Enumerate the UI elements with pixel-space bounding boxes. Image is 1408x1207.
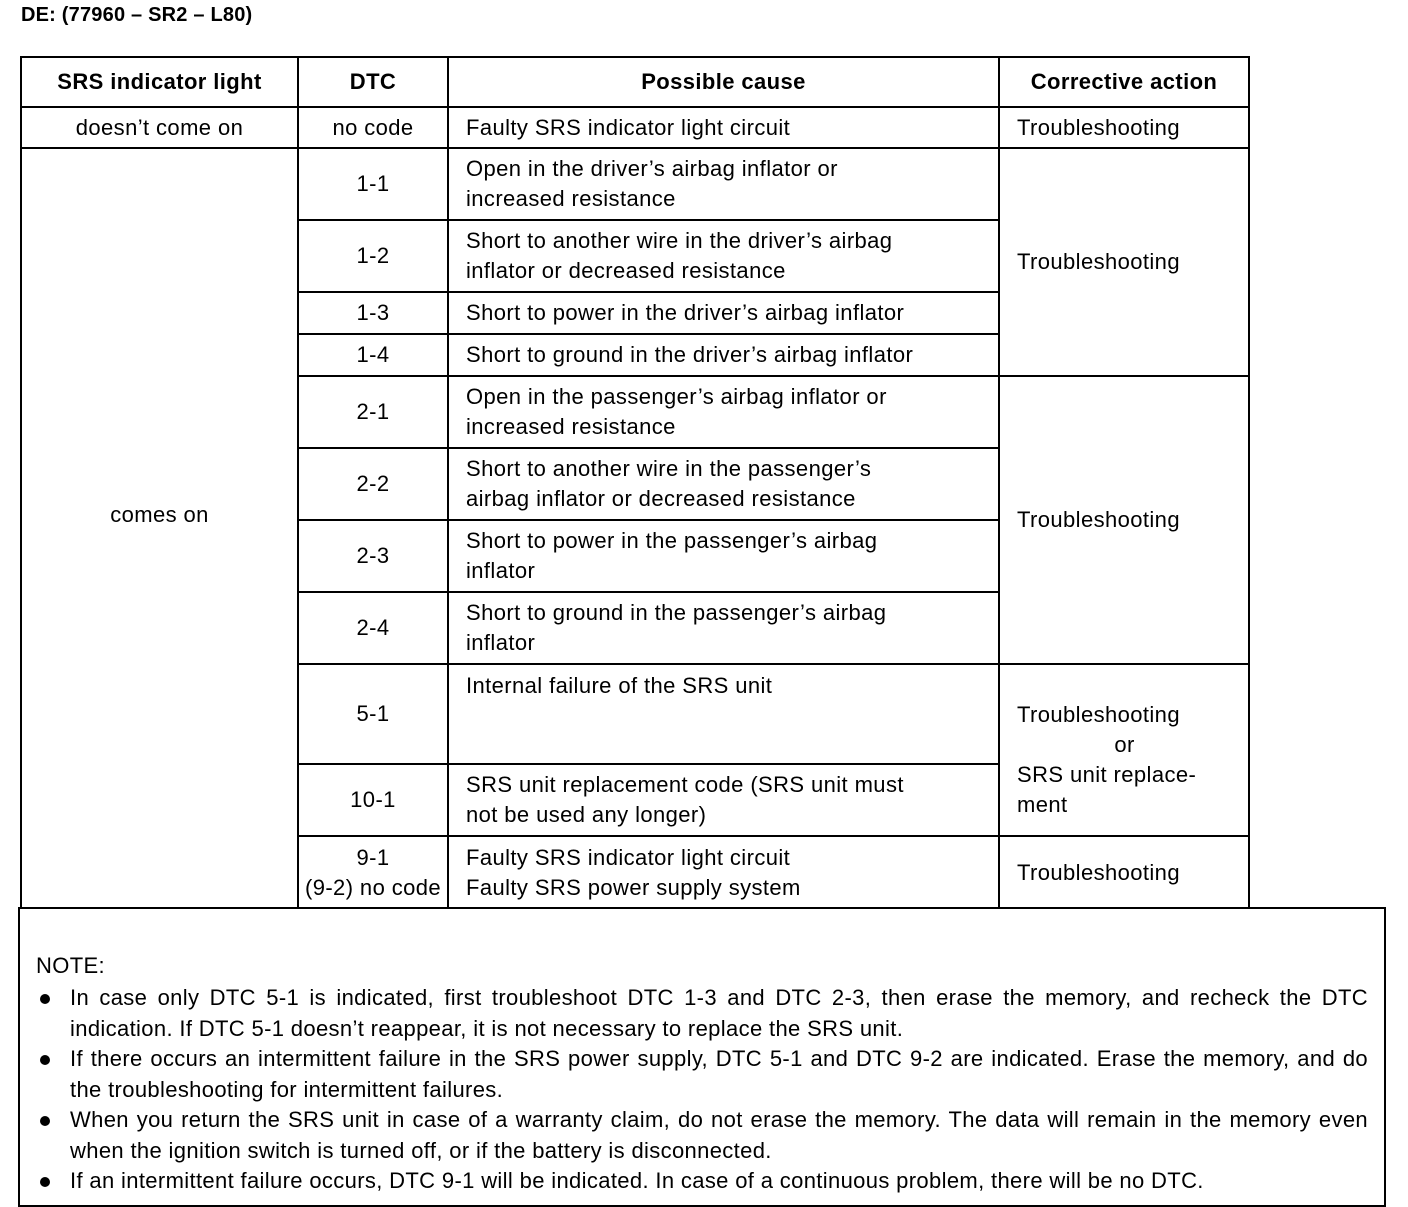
note-title: NOTE: — [36, 953, 105, 978]
dtc-cell: no code — [298, 107, 448, 148]
action-cell — [999, 664, 1249, 836]
bullet-icon — [40, 994, 50, 1004]
dtc-table — [20, 56, 1250, 908]
action-cell: Troubleshooting — [999, 148, 1249, 376]
dtc-cell: 2-1 — [298, 376, 448, 448]
dtc-line: 9-1 — [356, 844, 390, 870]
cause-cell: Short to power in the driver’s airbag inflator — [448, 292, 999, 334]
action-cell: Troubleshooting — [999, 836, 1249, 908]
dtc-cell: 1-2 — [298, 220, 448, 292]
col-header-srs-light: SRS indicator light — [21, 57, 298, 107]
cause-line: Short to power in the passenger’s airbag — [466, 528, 878, 553]
cause-line: inflator — [466, 558, 536, 583]
cause-cell — [448, 376, 999, 448]
action-cell: Troubleshooting — [999, 107, 1249, 148]
cause-cell — [448, 148, 999, 220]
dtc-cell: 2-2 — [298, 448, 448, 520]
bullet-icon — [40, 1055, 50, 1065]
action-line: ment — [1017, 792, 1068, 817]
cause-line: inflator or decreased resistance — [466, 258, 786, 283]
col-header-corrective-action: Corrective action — [999, 57, 1249, 107]
note-item-text: In case only DTC 5-1 is indicated, first troubleshoot DTC 1-3 and DTC 2-3, then erase the memory, and recheck the DTC indication. If DTC 5-1 doesn’t reappear, it is not necessary to replace the SRS unit. — [70, 985, 1368, 1041]
cause-cell — [448, 448, 999, 520]
cause-line: Short to another wire in the driver’s airbag — [466, 228, 893, 253]
cause-cell — [448, 836, 999, 908]
cause-line: Open in the driver’s airbag inflator or — [466, 156, 838, 181]
col-header-possible-cause: Possible cause — [448, 57, 999, 107]
light-state-cell — [21, 148, 298, 908]
cause-cell: Internal failure of the SRS unit — [448, 664, 999, 764]
note-item — [20, 1166, 1386, 1197]
bullet-icon — [40, 1116, 50, 1126]
cause-line: Short to another wire in the passenger’s — [466, 456, 872, 481]
cause-line: not be used any longer) — [466, 802, 707, 827]
note-list — [20, 983, 1386, 1197]
cause-cell — [448, 220, 999, 292]
cause-cell: Faulty SRS indicator light circuit — [448, 107, 999, 148]
cause-line: Short to ground in the passenger’s airbag — [466, 600, 887, 625]
table-row — [21, 107, 1249, 148]
dtc-cell: 5-1 — [298, 664, 448, 764]
cause-cell — [448, 764, 999, 836]
bullet-icon — [40, 1177, 50, 1187]
cause-line: SRS unit replacement code (SRS unit must — [466, 772, 904, 797]
note-item-text: If there occurs an intermittent failure in the SRS power supply, DTC 5-1 and DTC 9-2 are indicated. Erase the memory, and do the troubleshooting for intermittent failures. — [70, 1046, 1368, 1102]
dtc-cell: 2-3 — [298, 520, 448, 592]
dtc-line: (9-2) no code — [304, 874, 442, 900]
light-state-label: comes on — [110, 501, 209, 527]
dtc-cell — [298, 836, 448, 908]
cause-line: increased resistance — [466, 414, 676, 439]
dtc-cell: 2-4 — [298, 592, 448, 664]
note-item-text: If an intermittent failure occurs, DTC 9-1 will be indicated. In case of a continuous problem, there will be no DTC. — [70, 1168, 1204, 1193]
note-box — [18, 907, 1386, 1207]
cause-cell: Short to ground in the driver’s airbag inflator — [448, 334, 999, 376]
dtc-cell: 1-4 — [298, 334, 448, 376]
cause-line: increased resistance — [466, 186, 676, 211]
cause-cell — [448, 520, 999, 592]
action-line: SRS unit replace- — [1017, 762, 1197, 787]
cause-line: Faulty SRS power supply system — [466, 874, 801, 900]
document-header: DE: (77960 – SR2 – L80) — [21, 4, 253, 26]
action-or: or — [1114, 732, 1135, 757]
dtc-cell: 1-3 — [298, 292, 448, 334]
note-item — [20, 1044, 1386, 1105]
table-row — [21, 148, 1249, 220]
cause-cell — [448, 592, 999, 664]
light-state-cell: doesn’t come on — [21, 107, 298, 148]
note-item — [20, 983, 1386, 1044]
cause-line: inflator — [466, 630, 536, 655]
cause-line: Open in the passenger’s airbag inflator or — [466, 384, 887, 409]
table-header-row — [21, 57, 1249, 107]
cause-line: Faulty SRS indicator light circuit — [466, 844, 791, 870]
note-item — [20, 1105, 1386, 1166]
col-header-dtc: DTC — [298, 57, 448, 107]
action-line: Troubleshooting — [1017, 702, 1180, 727]
note-item-text: When you return the SRS unit in case of a warranty claim, do not erase the memory. The data will remain in the memory even when the ignition switch is turned off, or if the battery is disconnected. — [70, 1107, 1368, 1163]
dtc-cell: 1-1 — [298, 148, 448, 220]
cause-line: airbag inflator or decreased resistance — [466, 486, 856, 511]
action-cell: Troubleshooting — [999, 376, 1249, 664]
dtc-cell: 10-1 — [298, 764, 448, 836]
